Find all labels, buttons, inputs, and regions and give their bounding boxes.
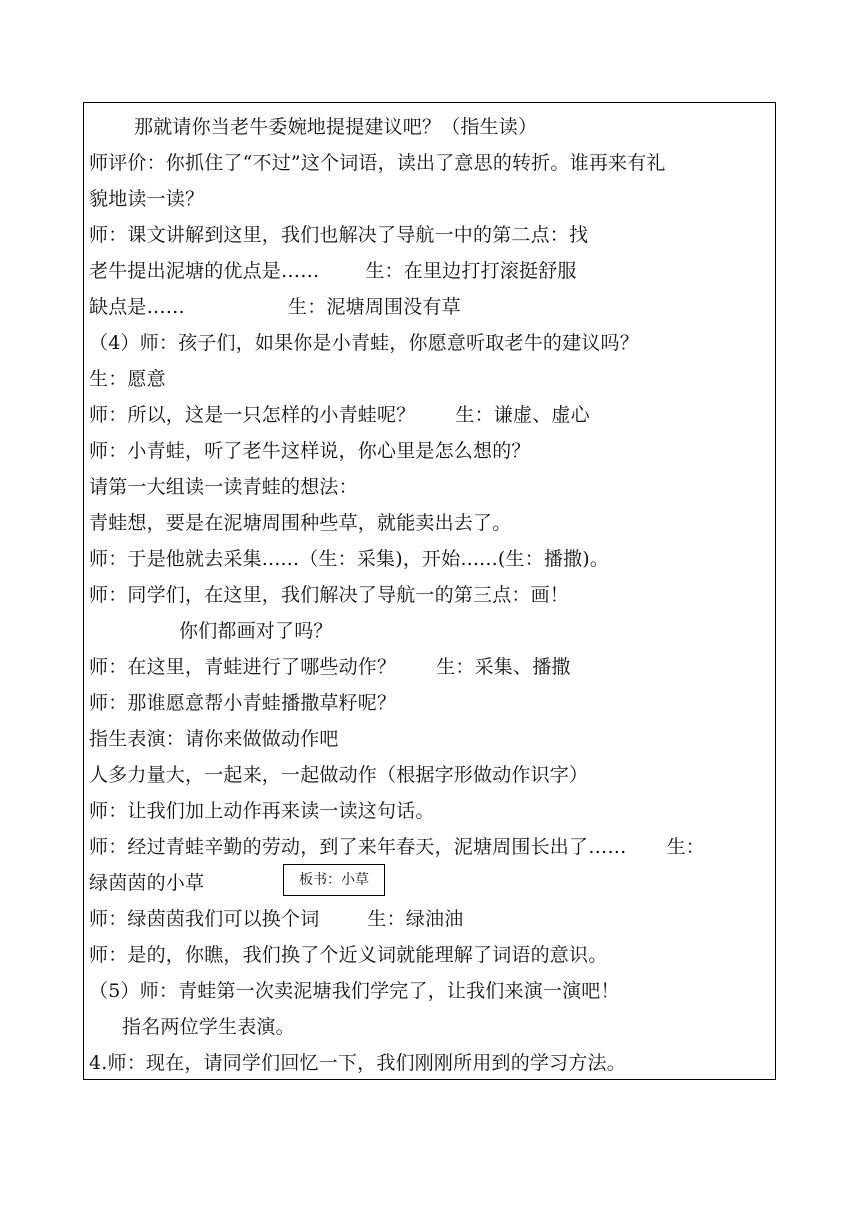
- text-segment: 老牛提出泥塘的优点是……: [89, 260, 320, 282]
- text-line: 你们都画对了吗？: [179, 620, 333, 642]
- text-line: 师评价：你抓住了“不过”这个词语，读出了意思的转折。谁再来有礼: [89, 152, 666, 174]
- text-line: 4.师：现在，请同学们回忆一下，我们刚刚所用到的学习方法。: [89, 1052, 626, 1074]
- text-line: [89, 655, 571, 679]
- text-line: [89, 295, 461, 319]
- text-line: [89, 259, 577, 283]
- text-line: 请第一大组读一读青蛙的想法：: [89, 476, 358, 498]
- text-line: [89, 403, 590, 427]
- text-line: （5）师：青蛙第一次卖泥塘我们学完了，让我们来演一演吧！: [89, 980, 620, 1002]
- text-segment: 师：在这里，青蛙进行了哪些动作？: [89, 656, 397, 678]
- text-line: 师：是的，你瞧，我们换了个近义词就能理解了词语的意识。: [89, 944, 608, 966]
- text-line: 人多力量大，一起来，一起做动作（根据字形做动作识字）: [89, 764, 589, 786]
- student-answer: 生：绿油油: [367, 908, 464, 930]
- board-note-box: 板书：小草: [283, 864, 385, 896]
- text-segment: 师：所以，这是一只怎样的小青蛙呢？: [89, 404, 416, 426]
- text-line: 师：让我们加上动作再来读一读这句话。: [89, 800, 435, 822]
- text-line: 师：小青蛙，听了老牛这样说，你心里是怎么想的？: [89, 440, 531, 462]
- text-line: 师：那谁愿意帮小青蛙播撒草籽呢？: [89, 692, 397, 714]
- text-line: [89, 907, 463, 931]
- text-line: 指生表演：请你来做做动作吧: [89, 728, 339, 750]
- text-line: 生：愿意: [89, 368, 166, 390]
- text-line: 师：课文讲解到这里，我们也解决了导航一中的第二点：找: [89, 224, 589, 246]
- text-line: （4）师：孩子们，如果你是小青蛙，你愿意听取老牛的建议吗？: [89, 332, 639, 354]
- student-answer: 生：: [666, 836, 706, 858]
- text-segment: 师：经过青蛙辛勤的劳动，到了来年春天，泥塘周围长出了……: [89, 836, 627, 858]
- text-segment: 师：绿茵茵我们可以换个词: [89, 908, 320, 930]
- text-segment: 缺点是……: [89, 296, 186, 318]
- student-answer: 生：泥塘周围没有草: [288, 296, 461, 318]
- student-answer: 生：在里边打打滚挺舒服: [365, 260, 577, 282]
- text-line: [89, 835, 705, 859]
- student-answer: 生：谦虚、虚心: [455, 404, 590, 426]
- text-line: 师：同学们，在这里，我们解决了导航一的第三点：画！: [89, 584, 570, 606]
- text-line: 绿茵茵的小草: [89, 872, 205, 894]
- student-answer: 生：采集、播撒: [436, 656, 571, 678]
- text-line: 青蛙想，要是在泥塘周围种些草，就能卖出去了。: [89, 512, 512, 534]
- text-line: 指名两位学生表演。: [122, 1016, 295, 1038]
- text-line: 貌地读一读？: [89, 188, 205, 210]
- text-line: 师：于是他就去采集......（生：采集)，开始......(生：播撒)。: [89, 548, 610, 570]
- text-line: 那就请你当老牛委婉地提提建议吧？（指生读）: [134, 116, 538, 138]
